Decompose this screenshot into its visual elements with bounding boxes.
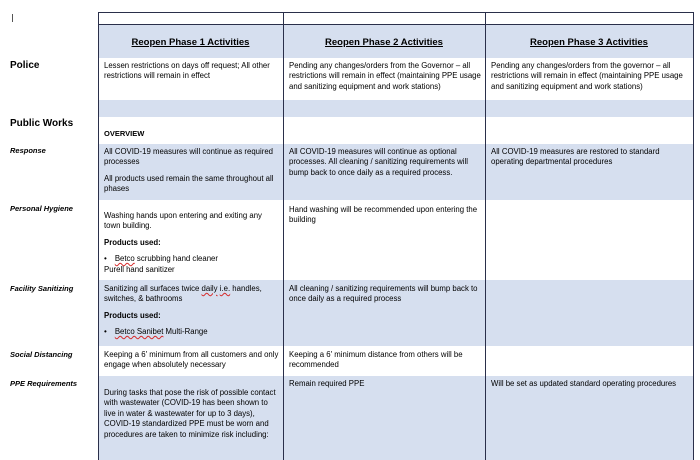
spacer-band bbox=[98, 100, 694, 117]
hygiene-product-item-1 bbox=[104, 254, 280, 264]
hygiene-product-brand: Betco bbox=[114, 254, 135, 264]
response-phase1-text-b: All products used remain the same throughout all phases bbox=[104, 173, 274, 194]
text-cursor bbox=[12, 14, 13, 22]
hygiene-product-rest: scrubbing hand cleaner bbox=[134, 254, 218, 264]
hygiene-phase2-cell: Hand washing will be recommended upon entering the building bbox=[289, 205, 478, 225]
facility-phase2-cell: All cleaning / sanitizing requirements will bump back to once daily as a required process bbox=[289, 284, 478, 304]
police-phase1-cell: Lessen restrictions on days off request; All other restrictions will remain in effect bbox=[104, 61, 270, 81]
response-phase2-cell: All COVID-19 measures will continue as optional processes. All cleaning / sanitizing requirements will bump back to once daily as a required process. bbox=[289, 147, 468, 177]
row-label-public-works: Public Works bbox=[10, 118, 74, 129]
row-label-facility-sanitizing: Facility Sanitizing bbox=[10, 284, 74, 293]
row-label-police: Police bbox=[10, 60, 40, 71]
hygiene-products-label: Products used: bbox=[104, 237, 161, 247]
row-label-social-distancing: Social Distancing bbox=[10, 350, 73, 359]
table-left-border bbox=[98, 12, 99, 460]
bullet-glyph: • bbox=[104, 254, 107, 264]
header-phase2: Reopen Phase 2 Activities bbox=[325, 37, 443, 48]
ppe-phase2-cell: Remain required PPE bbox=[289, 379, 365, 388]
table-right-border bbox=[693, 12, 694, 460]
header-phase3: Reopen Phase 3 Activities bbox=[530, 37, 648, 48]
hygiene-product-item-2: Purell hand sanitizer bbox=[104, 264, 175, 274]
facility-product-rest: Multi-Range bbox=[163, 327, 208, 337]
row-label-response: Response bbox=[10, 146, 46, 155]
facility-product-brand: Betco Sanibet bbox=[114, 327, 164, 337]
facility-products-label: Products used: bbox=[104, 310, 161, 320]
header-top-border bbox=[98, 24, 694, 25]
overview-heading: OVERVIEW bbox=[104, 129, 145, 138]
facility-phase1-cell bbox=[104, 284, 280, 338]
hygiene-phase1-text: Washing hands upon entering and exiting any town building. bbox=[104, 211, 262, 231]
table-top-border bbox=[98, 12, 694, 13]
distancing-phase2-cell: Keeping a 6' minimum distance from others will be recommended bbox=[289, 350, 463, 370]
police-phase3-cell: Pending any changes/orders from the governor – all restrictions will remain in effect (maintaining PPE usage and sanitizing equipment and work stations) bbox=[491, 61, 683, 91]
hygiene-phase1-cell bbox=[104, 211, 280, 275]
response-phase1-cell bbox=[104, 147, 280, 201]
row-label-personal-hygiene: Personal Hygiene bbox=[10, 204, 73, 213]
police-phase2-cell: Pending any changes/orders from the Governor – all restrictions will remain in effect (maintaining PPE usage and sanitizing equipment and work stations) bbox=[289, 61, 481, 91]
row-label-ppe-requirements: PPE Requirements bbox=[10, 379, 78, 388]
facility-product-item-1 bbox=[104, 327, 280, 337]
bullet-glyph: • bbox=[104, 327, 107, 337]
distancing-phase1-cell: Keeping a 6' minimum from all customers and only engage when absolutely necessary bbox=[104, 350, 279, 370]
ppe-phase3-cell: Will be set as updated standard operating procedures bbox=[491, 379, 677, 388]
header-phase1: Reopen Phase 1 Activities bbox=[131, 37, 250, 48]
ppe-phase1-cell: During tasks that pose the risk of possible contact with wastewater (COVID-19 has been shown to live in water & wastewater for up to 3 days), COVID-19 standardized PPE must be worn and procedures are taken to minimize risk including: bbox=[104, 388, 276, 439]
facility-phase1-text: Sanitizing all surfaces twice daily i.e. handles, switches, & bathrooms bbox=[104, 284, 262, 304]
column-divider-1 bbox=[283, 12, 284, 460]
response-phase3-cell: All COVID-19 measures are restored to standard operating departmental procedures bbox=[491, 147, 660, 167]
response-phase1-text-a: All COVID-19 measures will continue as required processes bbox=[104, 147, 274, 167]
column-divider-2 bbox=[485, 12, 486, 460]
